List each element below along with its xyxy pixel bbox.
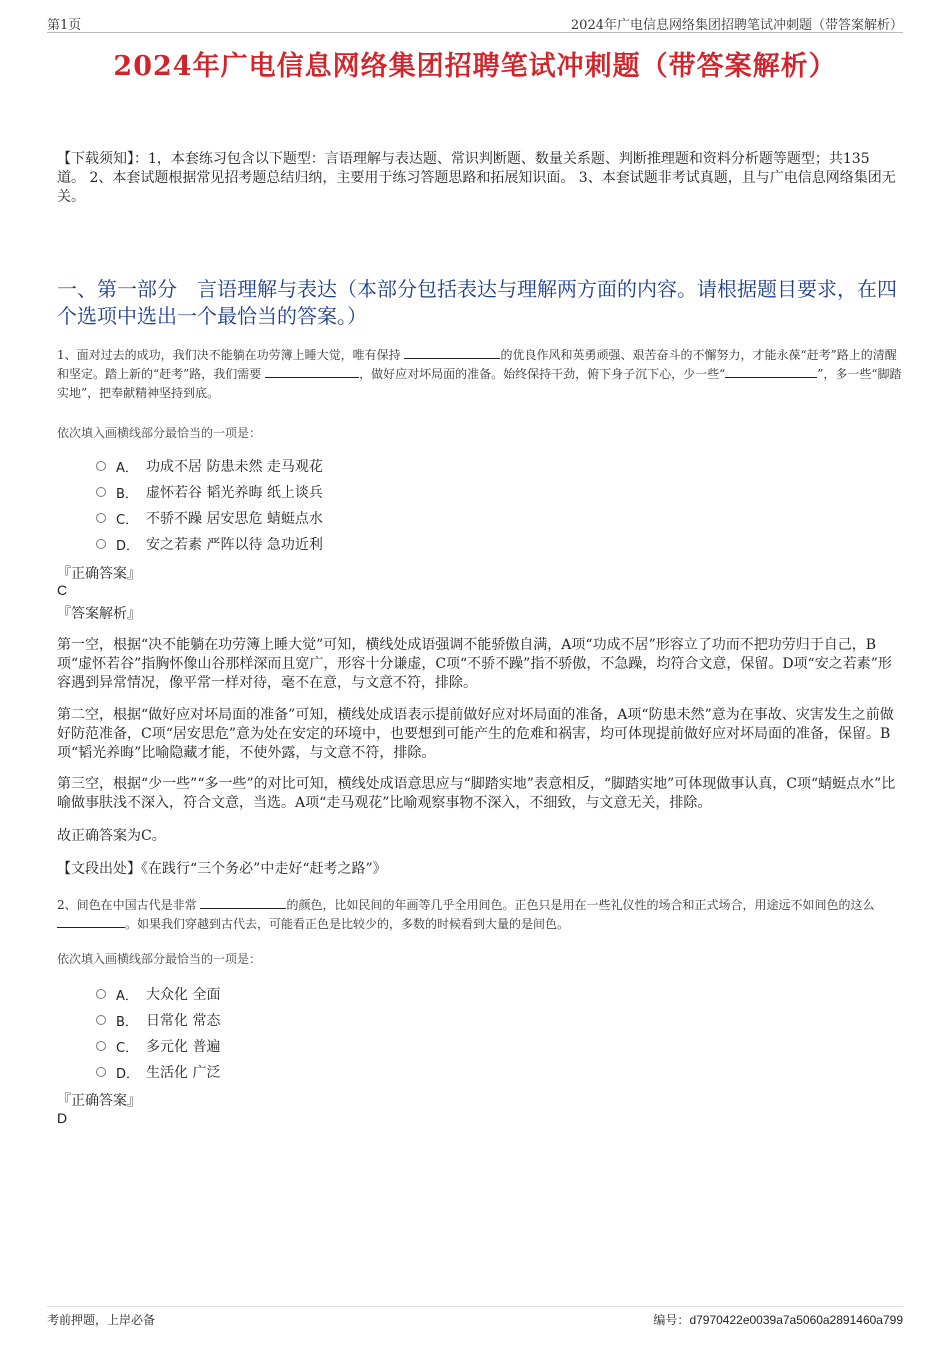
footer-slogan: 考前押题，上岸必备 (47, 1313, 156, 1327)
blank-1 (404, 346, 500, 359)
page-header (47, 14, 903, 33)
option-c[interactable]: C． 多元化 普遍 (96, 1033, 220, 1059)
answer-value: D (57, 1110, 68, 1126)
header-doc-title: 2024年广电信息网络集团招聘笔试冲刺题（带答案解析） (570, 18, 903, 33)
option-a[interactable]: A． 大众化 全面 (96, 981, 220, 1007)
analysis-paragraph: 第二空，根据“做好应对坏局面的准备”可知，横线处成语表示提前做好应对坏局面的准备，A项“防患未然”意为在事故、灾害发生之前做好防范准备，C项“居安思危”意为处在安定的环境中，也要想到可能产生的危难和祸害，均可体现提前做好应对坏局面的准备，保留。B项“韬光养晦”比喻隐藏才能，不使外露，与文意不符，排除。 (57, 707, 894, 761)
footer-code: 编号：d7970422e0039a7a5060a2891460a799 (653, 1313, 903, 1327)
radio-icon[interactable] (96, 487, 106, 497)
radio-icon[interactable] (96, 989, 106, 999)
option-d[interactable]: D． 安之若素 严阵以待 急功近利 (96, 531, 323, 557)
option-a[interactable]: A． 功成不居 防患未然 走马观花 (96, 453, 323, 479)
radio-icon[interactable] (96, 539, 106, 549)
answer-label: 『正确答案』 (57, 566, 141, 582)
page-footer (47, 1306, 903, 1329)
section-title: 一、第一部分 言语理解与表达（本部分包括表达与理解两方面的内容。请根据题目要求，在四个选项中选出一个最恰当的答案。） (57, 277, 897, 328)
option-d[interactable]: D． 生活化 广泛 (96, 1059, 220, 1085)
question-1-options (96, 453, 323, 557)
document-title: 2024年广电信息网络集团招聘笔试冲刺题（带答案解析） (113, 51, 837, 82)
analysis-paragraph: 第一空，根据“决不能躺在功劳簿上睡大觉”可知，横线处成语强调不能骄傲自满，A项“功成不居”形容立了功而不把功劳归于自己，B项“虚怀若谷”指胸怀像山谷那样深而且宽广，形容十分谦虚，C项“不骄不躁”指不骄傲，不急躁，均符合文意，保留。D项“安之若素”形容遇到异常情况，像平常一样对待，毫不在意，与文意不符，排除。 (57, 637, 892, 691)
question-2-prompt: 依次填入画横线部分最恰当的一项是： (57, 952, 262, 966)
radio-icon[interactable] (96, 513, 106, 523)
download-notice: 【下载须知】：1，本套练习包含以下题型：言语理解与表达题、常识判断题、数量关系题、判断推理题和资料分析题等题型；共135道。 2、本套试题根据常见招考题总结归纳，主要用于练习答题思路和拓展知识面。 3、本套试题非考试真题，且与广电信息网络集团无关。 (57, 151, 896, 205)
option-b[interactable]: B． 日常化 常态 (96, 1007, 220, 1033)
option-b[interactable]: B． 虚怀若谷 韬光养晦 纸上谈兵 (96, 479, 323, 505)
option-c[interactable]: C． 不骄不躁 居安思危 蜻蜓点水 (96, 505, 323, 531)
analysis-paragraph: 第三空，根据“少一些”“多一些”的对比可知，横线处成语意思应与“脚踏实地”表意相反，“脚踏实地”可体现做事认真，C项“蜻蜓点水”比喻做事肤浅不深入，符合文意，当选。A项“走马观花”比喻观察事物不深入，不细致，与文意无关，排除。 (57, 776, 896, 811)
blank-2 (265, 365, 359, 378)
text-source: 【文段出处】《在践行“三个务必”中走好“赶考之路”》 (57, 861, 387, 877)
analysis-conclusion: 故正确答案为C。 (57, 828, 166, 844)
blank-1 (200, 896, 286, 909)
analysis-label: 『答案解析』 (57, 606, 141, 622)
question-1-stem: 1、面对过去的成功，我们决不能躺在功劳簿上睡大觉，唯有保持 的优良作风和英勇顽强、艰苦奋斗的不懈努力，才能永葆“赶考”路上的清醒和坚定。踏上新的“赶考”路，我们需要 ，做好应对坏局面的准备。始终保持干劲，俯下身子沉下心，少一些“ ”，多一些“脚踏实地”，把奉献精神坚持到底。 (57, 348, 902, 400)
page-number: 第1页 (47, 18, 82, 33)
blank-3 (725, 365, 817, 378)
radio-icon[interactable] (96, 1015, 106, 1025)
radio-icon[interactable] (96, 1041, 106, 1051)
radio-icon[interactable] (96, 461, 106, 471)
question-1-prompt: 依次填入画横线部分最恰当的一项是： (57, 426, 262, 440)
answer-label: 『正确答案』 (57, 1093, 141, 1109)
question-2-stem: 2、间色在中国古代是非常 的颜色，比如民间的年画等几乎全用间色。正色只是用在一些礼仪性的场合和正式场合，用途远不如间色的这么 。如果我们穿越到古代去，可能看正色是比较少的，多数的时候看到大量的是间色。 (57, 898, 875, 931)
radio-icon[interactable] (96, 1067, 106, 1077)
answer-value: C (57, 582, 68, 598)
blank-2 (57, 915, 125, 928)
question-2-options (96, 981, 220, 1085)
